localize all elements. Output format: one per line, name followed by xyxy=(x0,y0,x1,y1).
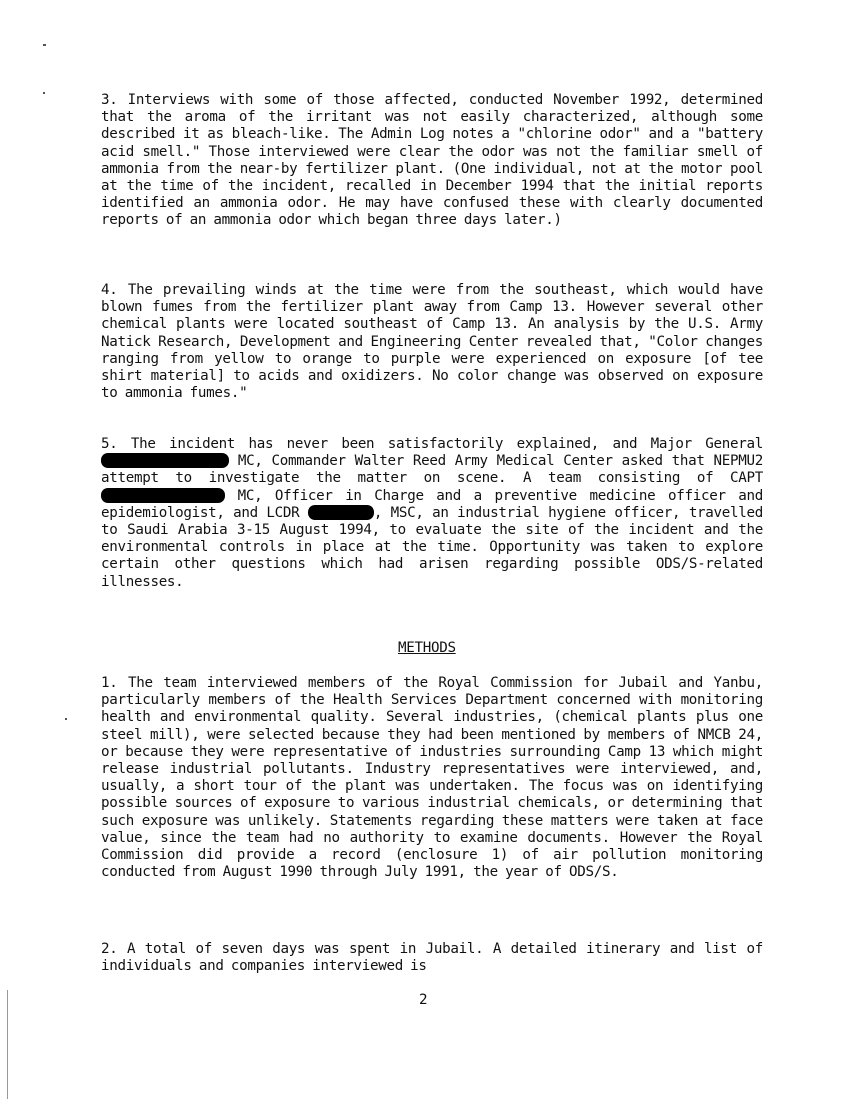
scan-speck xyxy=(43,44,46,46)
paragraph-5 xyxy=(101,436,763,591)
scan-speck xyxy=(43,92,45,94)
redaction-bar xyxy=(308,505,374,520)
paragraph-3: 3. Interviews with some of those affected, conducted November 1992, determined that the aroma of the irritant was not easily characterized, although some described it as bleach-like. The Admin Log notes a "chlorine odor" and a "battery acid smell." Those interviewed were clear the odor was not the familiar smell of ammonia from the near-by fertilizer plant. (One individual, not at the motor pool at the time of the incident, recalled in December 1994 that the initial reports identified an ammonia odor. He may have confused these with clearly documented reports of an ammonia odor which began three days later.) xyxy=(101,92,763,229)
redaction-bar xyxy=(101,453,229,468)
scan-edge-line xyxy=(7,990,8,1099)
redaction-bar xyxy=(101,488,225,503)
methods-paragraph-2: 2. A total of seven days was spent in Jubail. A detailed itinerary and list of individuals and companies interviewed is xyxy=(101,941,763,975)
paragraph-5-text-2: MC, Commander Walter Reed Army Medical Center asked that NEPMU2 attempt to investigate the matter on scene. A team consisting of CAPT xyxy=(101,453,763,487)
paragraph-4: 4. The prevailing winds at the time were from the southeast, which would have blown fumes from the fertilizer plant away from Camp 13. However several other chemical plants were located southeast of Camp 13. An analysis by the U.S. Army Natick Research, Development and Engineering Center revealed that, "Color changes ranging from yellow to orange to purple were experienced on exposure [of tee shirt material] to acids and oxidizers. No color change was observed on exposure to ammonia fumes." xyxy=(101,282,763,402)
paragraph-5-text-1: 5. The incident has never been satisfactorily explained, and Major General xyxy=(101,436,763,452)
page-number: 2 xyxy=(419,992,428,1008)
scan-speck xyxy=(65,718,67,720)
paragraph-5-text-3: MC, Officer in Charge and a preventive medicine officer and epidemiologist, and LCDR xyxy=(101,487,763,521)
paragraph-5-text-4: , MSC, an industrial hygiene officer, travelled to Saudi Arabia 3-15 August 1994, to evaluate the site of the incident and the environmental controls in place at the time. Opportunity was taken to explore certain other questions which had arisen regarding possible ODS/S-related illnesses. xyxy=(101,504,763,590)
methods-paragraph-1: 1. The team interviewed members of the Royal Commission for Jubail and Yanbu, particularly members of the Health Services Department concerned with monitoring health and environmental quality. Several industries, (chemical plants plus one steel mill), were selected because they had been mentioned by members of NMCB 24, or because they were representative of industries surrounding Camp 13 which might release industrial pollutants. Industry representatives were interviewed, and, usually, a short tour of the plant was undertaken. The focus was on identifying possible sources of exposure to various industrial chemicals, or determining that such exposure was unlikely. Statements regarding these matters were taken at face value, since the team had no authority to examine documents. However the Royal Commission did provide a record (enclosure 1) of air pollution monitoring conducted from August 1990 through July 1991, the year of ODS/S. xyxy=(101,675,763,881)
methods-heading: METHODS xyxy=(398,640,456,656)
